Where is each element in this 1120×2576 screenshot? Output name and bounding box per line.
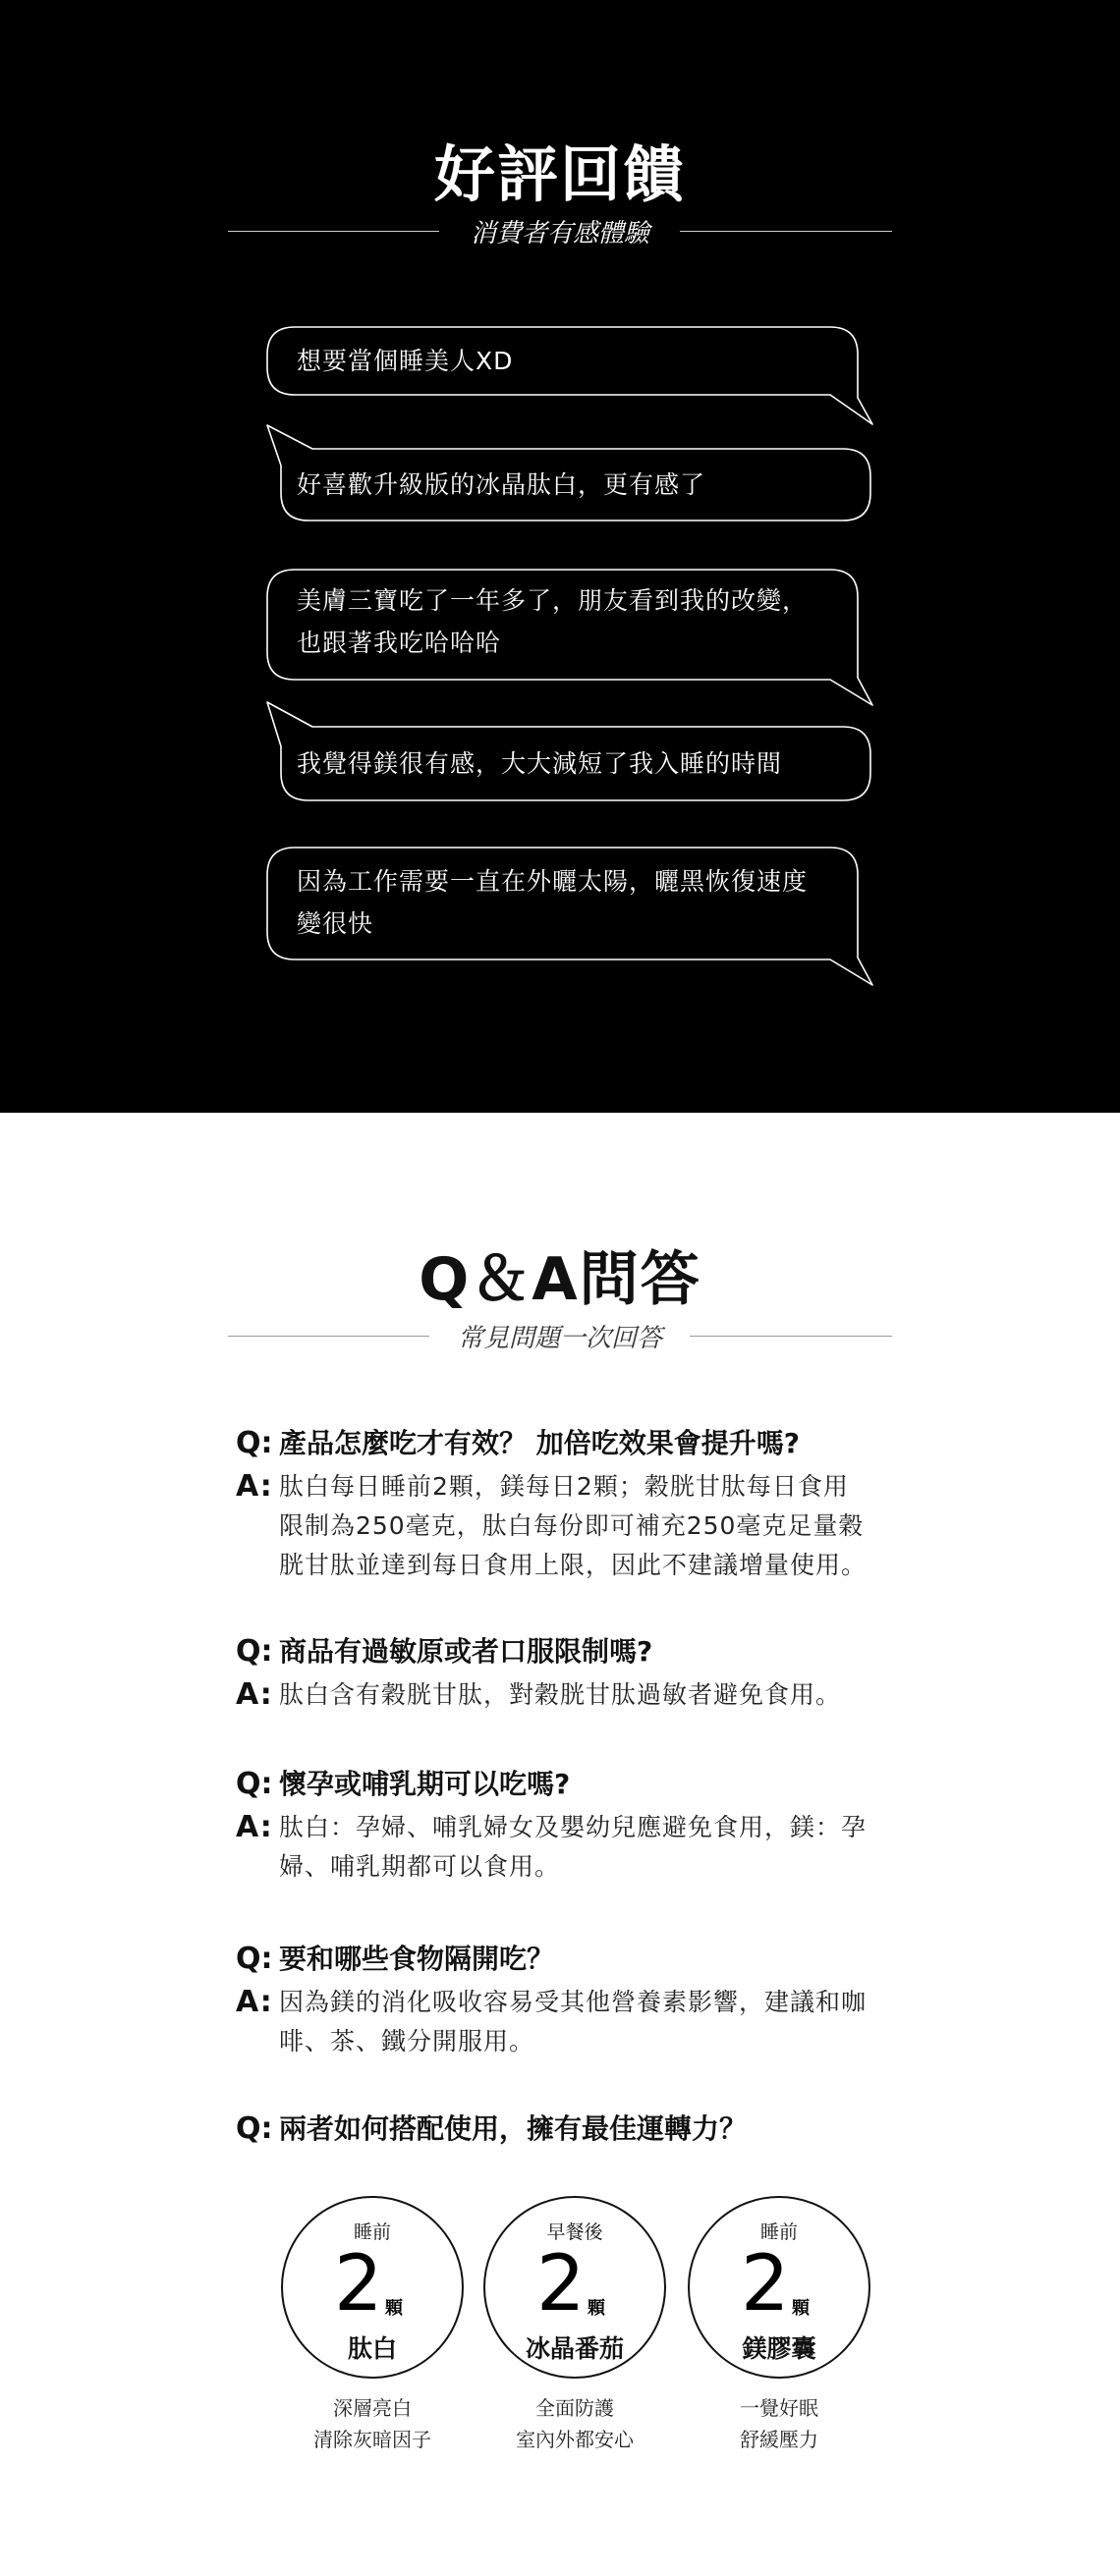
caption-line: 全面防護 [535,2396,614,2420]
review-line: 變很快 [297,909,374,938]
divider-line-right [690,1336,892,1337]
q-label: Q: [236,1767,273,1801]
qa-item-4 [236,1940,904,2061]
a-label: A: [236,1810,273,1844]
caption-line: 舒緩壓力 [740,2428,818,2451]
review-text-1 [297,340,513,382]
review-text-4 [297,742,782,785]
dose-circle-2 [483,2196,666,2379]
review-line: 也跟著我吃哈哈哈 [297,629,502,657]
answer-line: 肽白每日睡前2顆，鎂每日2顆；穀胱甘肽每日食用 [279,1472,849,1501]
answer-line: 婦、哺乳期都可以食用。 [279,1852,561,1881]
dose-circle-3 [688,2196,870,2379]
question [236,2110,904,2149]
answer-line: 啡、茶、鐵分開服用。 [279,2027,535,2055]
caption-line: 一覺好眠 [740,2396,818,2420]
q-label: Q: [236,1942,273,1976]
dose-caption-2 [467,2392,683,2455]
qa-title: Q＆A問答 [419,1245,701,1314]
dose-time: 睡前 [759,2221,798,2243]
q-label: Q: [236,2111,273,2146]
question-text: 懷孕或哺乳期可以吃嗎? [279,1768,571,1800]
speech-bubbles-graphic [0,0,1120,1113]
review-line: 因為工作需要一直在外曬太陽，曬黑恢復速度 [297,867,809,896]
answer [236,1467,904,1585]
product-name: 肽白 [347,2334,397,2363]
reviews-title: 好評回饋 [433,138,686,210]
answer [236,1808,904,1887]
q-label: Q: [236,1426,273,1460]
review-line: 美膚三寶吃了一年多了，朋友看到我的改變， [297,586,809,615]
dose-time: 早餐後 [546,2221,603,2243]
dose-circle-1 [281,2196,464,2379]
review-line: 好喜歡升級版的冰晶肽白，更有感了 [297,470,706,499]
dose-unit: 顆 [588,2298,605,2319]
qa-item-3 [236,1765,904,1887]
question [236,1632,904,1672]
dose-unit: 顆 [385,2298,403,2319]
qa-item-1 [236,1424,904,1585]
a-label: A: [236,1985,273,2019]
question [236,1940,904,1979]
q-label: Q: [236,1634,273,1669]
dose-count: 2 [536,2240,586,2329]
question-text: 產品怎麼吃才有效？ 加倍吃效果會提升嗎? [279,1427,800,1459]
answer-line: 限制為250毫克，肽白每份即可補充250毫克足量穀 [279,1511,865,1540]
question [236,1765,904,1804]
qa-item-combo [236,2110,904,2149]
dose-unit: 顆 [792,2298,810,2319]
answer-line: 因為鎂的消化吸收容易受其他營養素影響，建議和咖 [279,1988,868,2016]
qa-item-2 [236,1632,904,1715]
caption-line: 室內外都安心 [516,2428,634,2451]
a-label: A: [236,1677,273,1712]
qa-subtitle-row [0,1316,1120,1355]
question-text: 商品有過敏原或者口服限制嗎? [279,1635,653,1668]
answer [236,1675,904,1715]
question-text: 要和哪些食物隔開吃？ [279,1943,555,1975]
review-line: 我覺得鎂很有感，大大減短了我入睡的時間 [297,749,783,778]
product-name: 冰晶番茄 [525,2334,624,2363]
a-label: A: [236,1469,273,1504]
dose-caption-3 [671,2392,887,2455]
answer-line: 肽白：孕婦、哺乳婦女及嬰幼兒應避免食用，鎂：孕 [279,1813,868,1841]
qa-subtitle: 常見問題一次回答 [457,1324,662,1353]
product-name: 鎂膠囊 [742,2334,816,2363]
answer [236,1983,904,2061]
question [236,1424,904,1463]
review-line: 想要當個睡美人XD [297,347,514,375]
answer-line: 胱甘肽並達到每日食用上限，因此不建議增量使用。 [279,1551,868,1579]
question-text: 兩者如何搭配使用，擁有最佳運轉力？ [279,2112,748,2145]
review-text-2 [297,464,705,506]
reviews-subtitle: 消費者有感體驗 [470,219,649,248]
answer-line: 肽白含有穀胱甘肽，對穀胱甘肽過敏者避免食用。 [279,1680,842,1709]
dose-count: 2 [741,2240,790,2329]
caption-line: 清除灰暗因子 [313,2428,431,2451]
dose-time: 睡前 [353,2221,391,2243]
review-text-3 [297,579,808,664]
dose-caption-1 [264,2392,480,2455]
review-text-5 [297,860,808,945]
dose-count: 2 [334,2240,383,2329]
caption-line: 深層亮白 [333,2396,412,2420]
